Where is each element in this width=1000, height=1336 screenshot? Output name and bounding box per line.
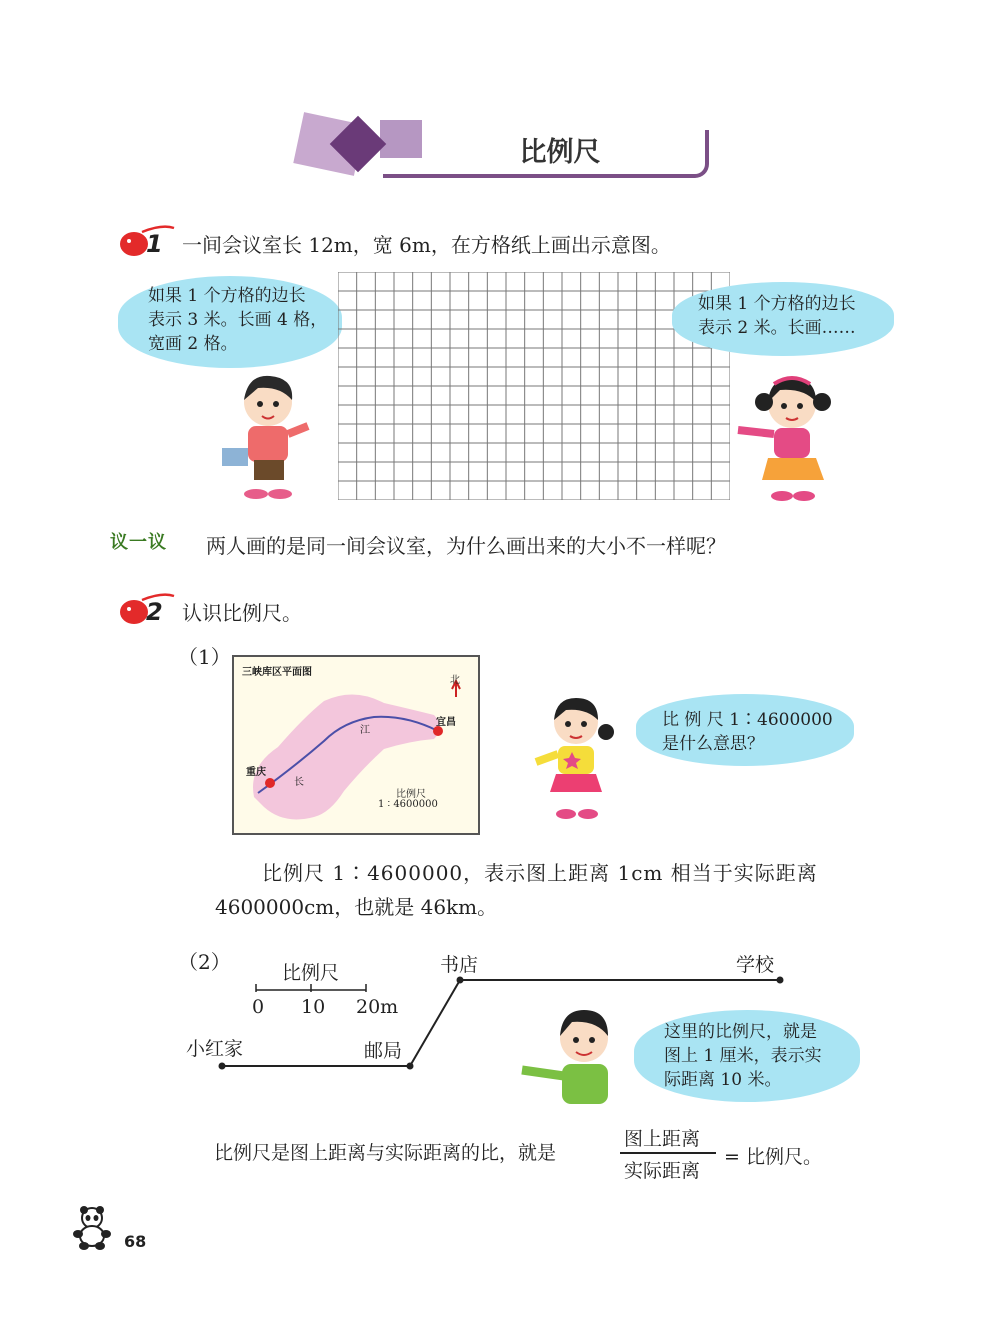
bubble-line: 如果 1 个方格的边长 (698, 294, 856, 314)
map-scale-label: 比例尺 (396, 789, 426, 800)
bubble-line: 图上 1 厘米，表示实 (664, 1046, 822, 1066)
boy-illustration (516, 1006, 632, 1110)
ruler-title: 比例尺 (282, 962, 340, 984)
ruler-tick: 10 (301, 996, 326, 1018)
map-city: 宜昌 (436, 717, 456, 728)
ruler-tick: 0 (252, 996, 265, 1018)
bubble-line: 这里的比例尺，就是 (664, 1022, 817, 1042)
fraction-bar (620, 1152, 716, 1154)
question-number: 2 (146, 598, 163, 626)
part-label: （1） (178, 645, 231, 669)
place-label: 书店 (440, 954, 479, 976)
map-scale-value: 1 ∶ 4600000 (378, 799, 438, 810)
formula-text: = 比例尺。 (724, 1146, 822, 1168)
question-number: 1 (146, 230, 163, 258)
bubble-line: 表示 3 米。长画 4 格， (148, 310, 328, 330)
ruler-tick: 20m (356, 996, 399, 1018)
map-city: 重庆 (246, 767, 266, 778)
speech-bubble-girl (636, 694, 854, 766)
boy-illustration (218, 372, 314, 502)
panda-icon (70, 1204, 118, 1252)
question-text: 认识比例尺。 (182, 601, 302, 625)
page-number: 68 (124, 1232, 147, 1251)
fraction-numerator: 图上距离 (624, 1128, 701, 1150)
bubble-line: 宽画 2 格。 (148, 334, 238, 354)
explanation-line: 比例尺 1∶4600000，表示图上距离 1cm 相当于实际距离 (262, 861, 818, 885)
bubble-line: 比 例 尺 1∶4600000 (662, 710, 833, 730)
fraction-denominator: 实际距离 (624, 1160, 701, 1182)
bubble-line: 表示 2 米。长画…… (698, 318, 856, 338)
girl-illustration (734, 372, 844, 504)
grid-paper (338, 272, 730, 500)
place-label: 学校 (736, 954, 775, 976)
part-label: （2） (178, 950, 231, 974)
speech-bubble-boy (118, 276, 342, 368)
speech-bubble-girl (672, 282, 894, 356)
bubble-line: 如果 1 个方格的边长 (148, 286, 306, 306)
bubble-line: 际距离 10 米。 (664, 1070, 782, 1090)
discuss-label: 议一议 (110, 532, 167, 553)
discuss-text: 两人画的是同一间会议室，为什么画出来的大小不一样呢？ (206, 534, 726, 558)
place-label: 小红家 (186, 1038, 244, 1060)
map-figure (232, 655, 480, 835)
map-drawing (234, 657, 478, 833)
speech-bubble-boy (634, 1010, 860, 1102)
place-label: 邮局 (364, 1040, 403, 1062)
formula-text: 比例尺是图上距离与实际距离的比，就是 (214, 1142, 557, 1164)
question-badge-1 (112, 222, 178, 262)
question-text: 一间会议室长 12m，宽 6m，在方格纸上画出示意图。 (182, 233, 671, 257)
girl-illustration (532, 692, 618, 822)
bubble-line: 是什么意思？ (662, 734, 764, 754)
map-title: 三峡库区平面图 (242, 667, 312, 678)
explanation-line: 4600000cm，也就是 46km。 (215, 895, 498, 919)
map-river-label: 江 (360, 725, 370, 736)
question-badge-2 (112, 590, 178, 630)
map-river-label: 长 (294, 777, 304, 788)
page-title: 比例尺 (519, 137, 601, 168)
map-north: 北 (450, 675, 460, 686)
